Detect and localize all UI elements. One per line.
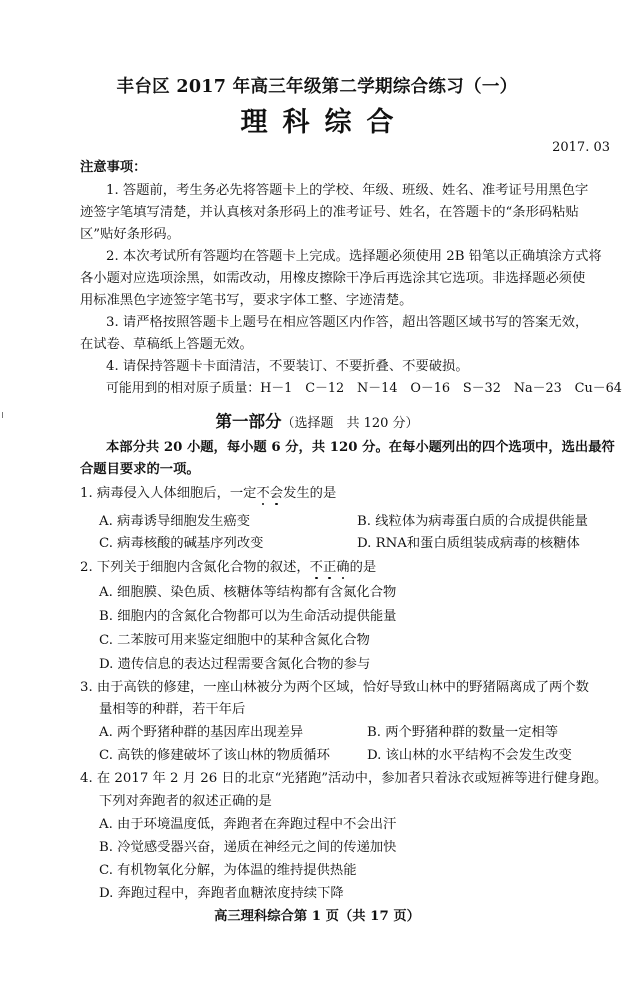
question-3-option-c: C. 高铁的修建破坏了该山林的物质循环 — [99, 748, 330, 763]
emphasis-char: 正 — [322, 560, 337, 575]
question-4-option-d: D. 奔跑过程中，奔跑者血糖浓度持续下降 — [99, 886, 344, 901]
emphasis-char: 会 — [269, 486, 284, 501]
question-1-option-d: D. RNA和蛋白质组装成病毒的核糖体 — [357, 536, 580, 551]
question-2-option-d: D. 遗传信息的表达过程需要含氮化合物的参与 — [99, 657, 371, 672]
emphasis-char: 不 — [256, 486, 270, 501]
question-3-option-d: D. 该山林的水平结构不会发生改变 — [367, 748, 572, 763]
question-2-option-b: B. 细胞内的含氮化合物都可以为生命活动提供能量 — [99, 609, 397, 624]
question-2-option-c: C. 二苯胺可用来鉴定细胞中的某种含氮化合物 — [99, 633, 370, 648]
part-one-intro-line-2: 合题目要求的一项。 — [80, 462, 200, 477]
question-4-option-a: A. 由于环境温度低，奔跑者在奔跑过程中不会出汗 — [99, 817, 397, 832]
question-4-stem-line-1: 4. 在 2017 年 2 月 26 日的北京“光猪跑”活动中，参加者只着泳衣或短裤等进行健身跑。 — [80, 771, 608, 786]
part-one-title: 第一部分 — [215, 412, 282, 431]
question-1-option-c: C. 病毒核酸的碱基序列改变 — [99, 536, 264, 551]
question-1-option-b: B. 线粒体为病毒蛋白质的合成提供能量 — [357, 514, 588, 529]
note-3-line-1: 3. 请严格按照答题卡上题号在相应答题区内作答，超出答题区域书写的答案无效， — [106, 315, 589, 330]
emphasis-char: 不 — [309, 560, 323, 575]
exam-title: 丰台区 2017 年高三年级第二学期综合练习（一） — [116, 77, 518, 97]
subject-title: 理科综合 — [240, 107, 409, 138]
question-4-option-b: B. 冷觉感受器兴奋，递质在神经元之间的传递加快 — [99, 840, 397, 855]
part-one-intro-line-1: 本部分共 20 小题，每小题 6 分，共 120 分。在每小题列出的四个选项中，选出最符 — [106, 440, 615, 455]
note-4-line-1: 4. 请保持答题卡卡面清洁，不要装订、不要折叠、不要破损。 — [106, 359, 469, 374]
question-2-stem: 2. 下列关于细胞内含氮化合物的叙述，不正确的是 — [80, 560, 377, 575]
question-3-stem-line-2: 量相等的种群，若干年后 — [99, 702, 246, 717]
note-1-line-3: 区”贴好条形码。 — [80, 227, 180, 242]
note-2-line-2: 各小题对应选项涂黑，如需改动，用橡皮擦除干净后再选涂其它选项。非选择题必须使 — [80, 271, 586, 286]
note-1-line-2: 迹签字笔填写清楚，并认真核对条形码上的准考证号、姓名，在答题卡的“条形码粘贴 — [80, 205, 579, 220]
question-1-stem: 1. 病毒侵入人体细胞后，一定不会发生的是 — [80, 486, 337, 501]
question-3-option-a: A. 两个野猪种群的基因库出现差异 — [99, 725, 304, 740]
page-footer: 高三理科综合第 1 页（共 17 页） — [214, 909, 420, 924]
emphasis-char: 确 — [336, 560, 350, 575]
question-3-stem-line-1: 3. 由于高铁的修建，一座山林被分为两个区域，恰好导致山林中的野猪隔离成了两个数 — [80, 680, 589, 695]
question-4-stem-line-2: 下列对奔跑者的叙述正确的是 — [99, 794, 272, 809]
part-one-subtitle: （选择题 共 120 分） — [281, 416, 419, 431]
notes-heading: 注意事项： — [80, 160, 147, 175]
exam-date: 2017. 03 — [552, 140, 610, 155]
note-2-line-1: 2. 本次考试所有答题均在答题卡上完成。选择题必须使用 2B 铅笔以正确填涂方式将 — [106, 249, 602, 264]
question-3-option-b: B. 两个野猪种群的数量一定相等 — [367, 725, 559, 740]
part-one-heading — [0, 408, 634, 432]
question-4-option-c: C. 有机物氧化分解，为体温的维持提供热能 — [99, 863, 357, 878]
note-3-line-2: 在试卷、草稿纸上答题无效。 — [80, 337, 253, 352]
atomic-masses: 可能用到的相对原子质量：H－1 C－12 N－14 O－16 S－32 Na－23 Cu－64 — [106, 381, 622, 396]
note-2-line-3: 用标准黑色字迹签字笔书写，要求字体工整、字迹清楚。 — [80, 293, 413, 308]
question-2-option-a: A. 细胞膜、染色质、核糖体等结构都有含氮化合物 — [99, 585, 397, 600]
note-1-line-1: 1. 答题前，考生务必先将答题卡上的学校、年级、班级、姓名、准考证号用黑色字 — [106, 183, 589, 198]
question-1-option-a: A. 病毒诱导细胞发生癌变 — [99, 514, 251, 529]
